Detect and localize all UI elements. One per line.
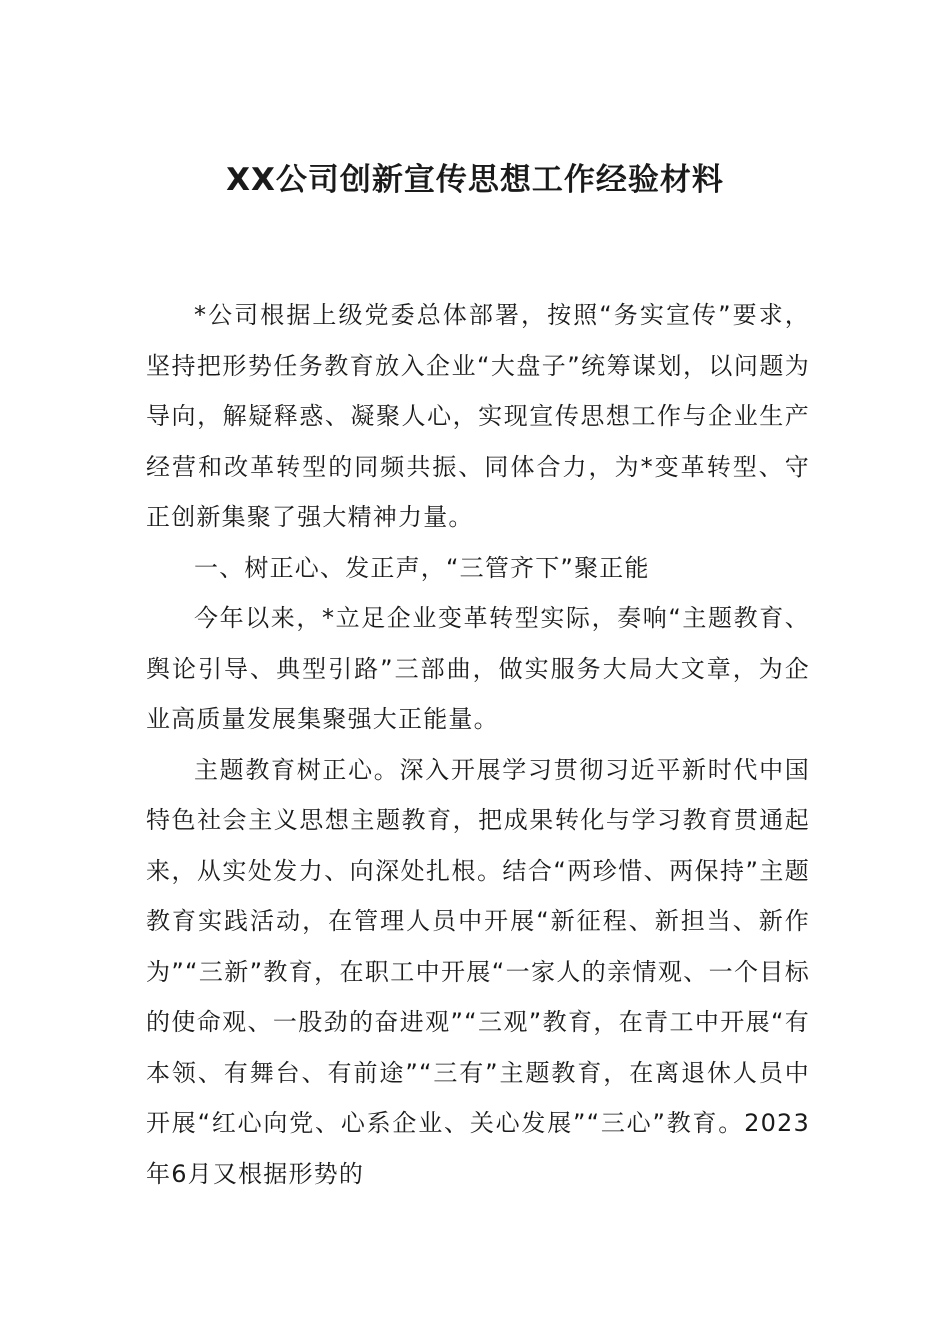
document-body	[146, 290, 810, 1199]
paragraph-intro: *公司根据上级党委总体部署，按照“务实宣传”要求，坚持把形势任务教育放入企业“大盘子”统筹谋划，以问题为导向，解疑释惑、凝聚人心，实现宣传思想工作与企业生产经营和改革转型的同频共振、同体合力，为*变革转型、守正创新集聚了强大精神力量。	[146, 301, 810, 531]
document-title: XX公司创新宣传思想工作经验材料	[226, 162, 724, 198]
section-heading-1: 一、树正心、发正声，“三管齐下”聚正能	[194, 553, 650, 582]
paragraph-section-1-summary: 今年以来，*立足企业变革转型实际，奏响“主题教育、舆论引导、典型引路”三部曲，做实服务大局大文章，为企业高质量发展集聚强大正能量。	[146, 604, 810, 733]
paragraph-theme-education: 主题教育树正心。深入开展学习贯彻习近平新时代中国特色社会主义思想主题教育，把成果转化与学习教育贯通起来，从实处发力、向深处扎根。结合“两珍惜、两保持”主题教育实践活动，在管理人员中开展“新征程、新担当、新作为”“三新”教育，在职工中开展“一家人的亲情观、一个目标的使命观、一股劲的奋进观”“三观”教育，在青工中开展“有本领、有舞台、有前途”“三有”主题教育，在离退休人员中开展“红心向党、心系企业、关心发展”“三心”教育。2023年6月又根据形势的	[146, 755, 810, 1188]
